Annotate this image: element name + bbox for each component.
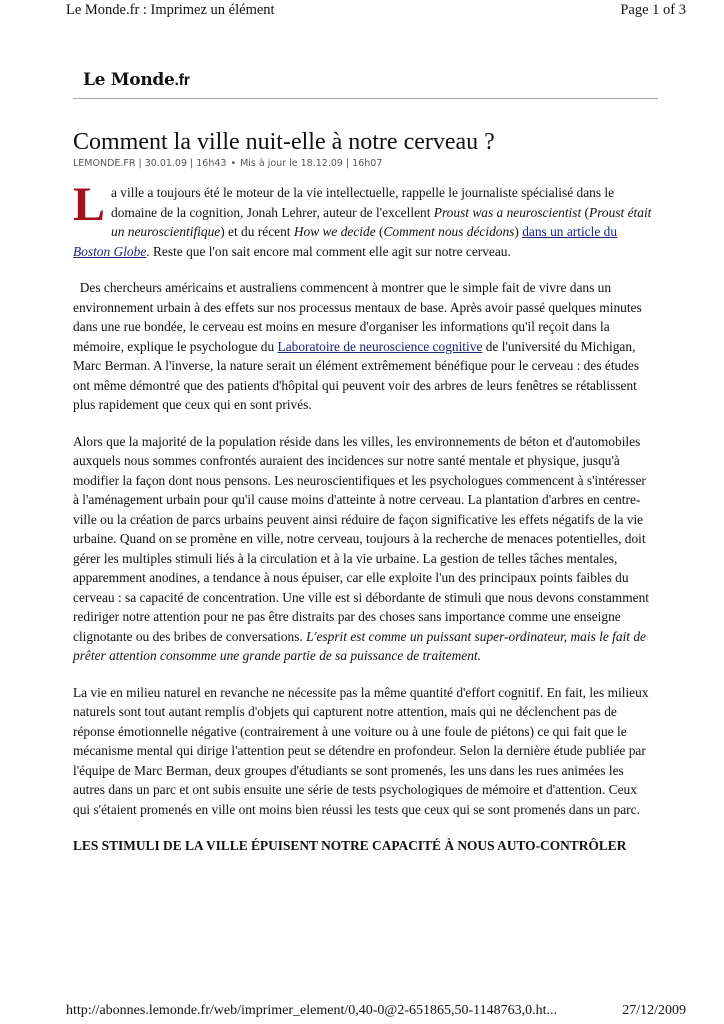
p3-italic-quote: L'esprit est comme un puissant super-ordinateur, mais le fait de prêter attention consomme une grande partie de sa puissance de traitement. [73,628,646,663]
p1-text-6: . Reste que l'on sait encore mal comment elle agit sur notre cerveau. [146,243,511,259]
meta-separator: • [230,158,237,169]
p1-book-title-2: How we decide [293,224,376,239]
p1-text-2: ( [581,204,590,220]
meta-source-date: LEMONDE.FR | 30.01.09 | 16h43 [73,158,227,169]
p1-text-5: ) [514,224,523,239]
article-title: Comment la ville nuit-elle à notre cerveau ? [73,129,495,155]
logo-text: Le Monde [83,70,175,90]
print-header [0,0,724,24]
paragraph-1 [73,178,653,261]
paragraph-3 [73,432,653,666]
p2-text-2: de l'université du Michigan, Marc Berman. A l'inverse, la nature serait un élément extrêmement bénéfique pour le cerveau : des études ont même démontré que des patients d'hôpital qui peuvent voir des arbres de leurs fenêtres se rétablissent plus rapidement que ceux qui en sont privés. [73,338,640,412]
le-monde-logo[interactable] [83,70,190,90]
logo-suffix: .fr [174,72,190,89]
p1-text-4: ( [375,224,384,239]
article-body [73,178,653,856]
print-footer [0,1000,724,1024]
section-subheading: LES STIMULI DE LA VILLE ÉPUISENT NOTRE CAPACITÉ À NOUS AUTO-CONTRÔLER [73,838,627,853]
p2-text-1: Des chercheurs américains et australiens commencent à montrer que le simple fait de vivre dans un environnement urbain à des effets sur nos processus mentaux de base. Après avoir passé quelques minutes dans une rue bondée, le cerveau est moins en mesure d'organiser les informations qu'il reçoit dans la mémoire, explique le psychologue du [73,280,642,354]
article-meta [73,158,673,170]
p1-text-1: a ville a toujours été le moteur de la vie intellectuelle, rappelle le journaliste spécialisé dans le domaine de la cognition, Jonah Lehrer, auteur de l'excellent [111,185,615,220]
p3-text-1: Alors que la majorité de la population réside dans les villes, les environnements de béton et d'automobiles auxquels nous sommes confrontés auraient des incidences sur notre santé mentale et physique, jusqu'à modifier la façon dont nous pensons. Les neuroscientifiques et les psychologues commencent à s'intéresser à l'aménagement urbain pour qu'il cause moins d'atteinte à notre cerveau. La plantation d'arbres en centre-ville ou la création de parcs urbains peuvent ainsi réduire de façon significative les effets négatifs de la vie urbaine. Quand on se promène en ville, notre cerveau, toujours à la recherche de menaces potentielles, doit gérer les multiples stimuli liés à la circulation et à la vie urbaine. La gestion de telles tâches mentales, apparemment anodines, a tendance à nous épuiser, car elle exploite l'un des principaux points faibles du cerveau : sa capacité de concentration. Une ville est si débordante de stimuli que nous devons constamment rediriger notre attention pour ne pas être distraits par des choses sans importance comme une enseigne clignotante ou des bribes de conversations. [73,433,649,644]
paragraph-4: La vie en milieu naturel en revanche ne nécessite pas la même quantité d'effort cognitif. En fait, les milieux naturels sont tout autant remplis d'objets qui capturent notre attention, mais qui ne déclenchent pas de réponse émotionnelle négative (contrairement à une voiture ou à une foule de piétons) ce qui fait que le mécanisme mental qui dirige l'attention peut se détendre en profondeur. Selon la dernière étude publiée par l'équipe de Marc Berman, deux groupes d'étudiants se sont promenés, les uns dans les rues animées les autres dans un parc et ont subis ensuite une série de tests psychologiques de mémoire et d'attention. Ceux qui s'étaient promenés en ville ont moins bien réussi les tests que ceux qui se sont promenés dans un parc. [73,684,649,817]
neuroscience-lab-link[interactable]: Laboratoire de neuroscience cognitive [277,338,483,354]
drop-cap: L [73,178,106,231]
print-header-title: Le Monde.fr : Imprimez un élément [66,2,275,18]
print-header-page: Page 1 of 3 [620,2,686,18]
p1-book-title-1-fr: Proust était un neuroscientifique [111,204,652,239]
p1-book-title-2-fr: Comment nous décidons [383,224,515,239]
link-text-italic: Boston Globe [73,243,147,259]
print-footer-url: http://abonnes.lemonde.fr/web/imprimer_element/0,40-0@2-651865,50-1148763,0.ht... [66,1003,558,1018]
header-divider [73,98,658,99]
p1-text-3: ) et du récent [220,224,294,239]
print-footer-date: 27/12/2009 [622,1003,686,1018]
paragraph-2 [73,278,653,415]
meta-updated-date: Mis à jour le 18.12.09 | 16h07 [240,158,383,169]
link-text: dans un article du [522,224,618,239]
p1-book-title-1: Proust was a neuroscientist [433,204,582,220]
